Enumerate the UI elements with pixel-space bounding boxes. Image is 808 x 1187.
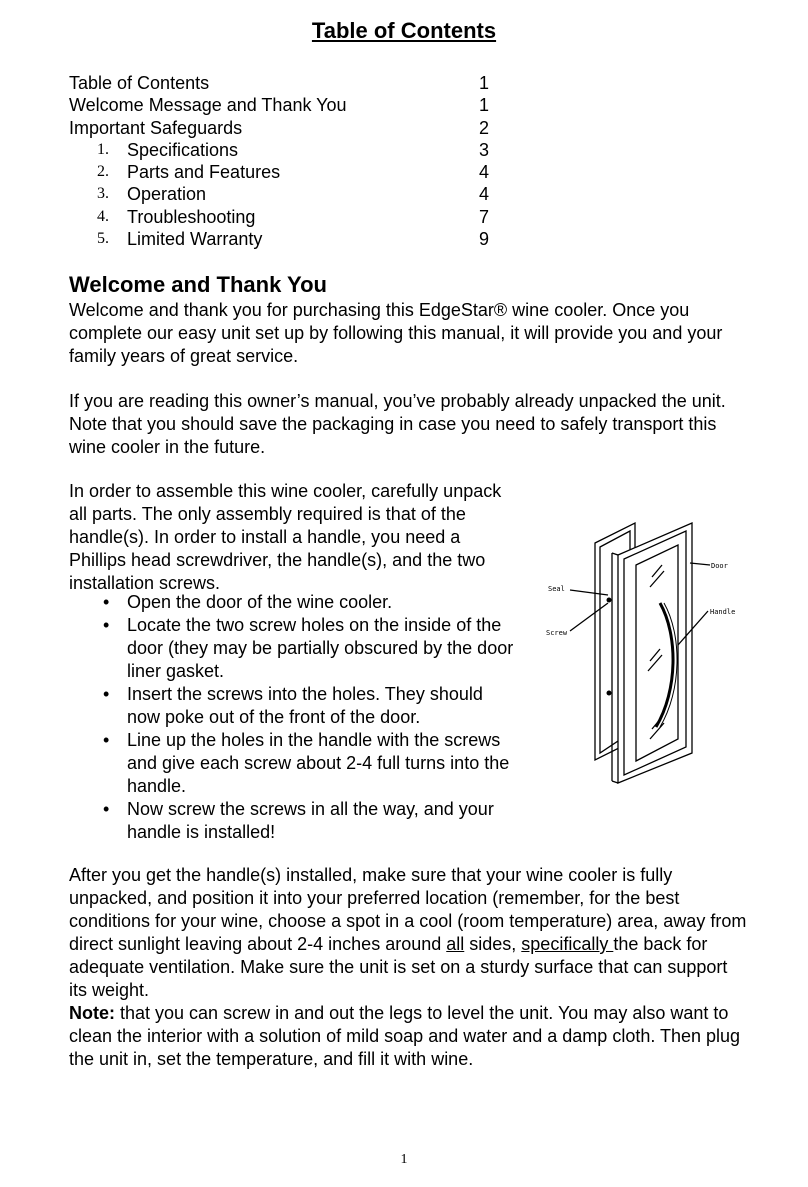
bullet-icon: • [103, 799, 110, 819]
toc-page: 3 [478, 139, 489, 160]
placement-text: the back for adequate ventilation. Make sure the unit is set on a sturdy surface that can support its weight. [69, 934, 728, 1000]
step-text: Locate the two screw holes on the inside of the door (they may be partially obscured by the door liner gasket. [127, 615, 514, 681]
assembly-steps [69, 591, 519, 844]
placement-text: After you get the handle(s) installed, make sure that your wine cooler is fully unpacked, and position it into your preferred location (remember, for the best conditions for your wine, choose a spot in a cool (room temperature) area, away from direct sunlight leaving about 2-4 inches around [69, 865, 747, 954]
toc-row [69, 72, 499, 94]
toc-number: 4. [97, 207, 109, 225]
toc-number: 1. [97, 140, 109, 158]
toc-label: Table of Contents [69, 73, 210, 93]
list-item [69, 798, 519, 844]
toc-row [69, 139, 499, 161]
bullet-icon: • [103, 615, 110, 635]
step-text: Insert the screws into the holes. They should now poke out of the front of the door. [127, 684, 483, 727]
toc-label: Troubleshooting [127, 206, 256, 227]
section-heading: Welcome and Thank You [69, 272, 327, 297]
toc-label: Parts and Features [127, 162, 281, 183]
figure-label-screw: Screw [546, 629, 568, 637]
toc-row [69, 228, 499, 250]
note-label: Note: [69, 1003, 115, 1023]
bullet-icon: • [103, 592, 110, 612]
toc-list [69, 72, 499, 250]
figure-label-handle: Handle [710, 608, 736, 616]
underlined-text: specifically [521, 934, 614, 954]
placement-paragraph [69, 864, 749, 1071]
step-text: Open the door of the wine cooler. [127, 592, 393, 612]
unpack-paragraph: If you are reading this owner’s manual, you’ve probably already unpacked the unit. Note that you should save the packaging in case you need to safely transport this wine cooler in the future. [69, 391, 726, 457]
assembly-paragraph: In order to assemble this wine cooler, carefully unpack all parts. The only assembly required is that of the handle(s). In order to install a handle, you need a Phillips head screwdriver, the handle(s), and the two installation screws. [69, 481, 502, 593]
page-title: Table of Contents [311, 18, 497, 43]
toc-number: 5. [97, 230, 109, 248]
figure-label-door: Door [711, 562, 728, 570]
toc-label: Welcome Message and Thank You [69, 95, 347, 116]
figure-label-seal: Seal [548, 585, 565, 593]
toc-row [69, 183, 499, 205]
bullet-icon: • [103, 684, 110, 704]
toc-label: Important Safeguards [69, 117, 243, 138]
toc-page: 7 [478, 206, 489, 227]
list-item [69, 614, 519, 683]
underlined-text: all [446, 934, 465, 954]
toc-page: 9 [478, 229, 489, 250]
toc-page: 4 [478, 162, 489, 183]
toc-row [69, 117, 499, 139]
placement-text: sides, [464, 934, 522, 954]
list-item [69, 591, 519, 614]
toc-row [69, 161, 499, 183]
step-text: Line up the holes in the handle with the screws and give each screw about 2-4 full turns into the handle. [127, 730, 510, 796]
note-text: that you can screw in and out the legs to level the unit. You may also want to clean the interior with a solution of mild soap and water and a damp cloth. Then plug the unit in, set the temperature, and fill it with wine. [69, 1003, 741, 1069]
toc-row [69, 94, 499, 116]
step-text: Now screw the screws in all the way, and your handle is installed! [127, 799, 494, 842]
door-handle-diagram [540, 515, 740, 785]
toc-label: Limited Warranty [127, 229, 263, 250]
list-item [69, 683, 519, 729]
toc-number: 2. [97, 163, 109, 181]
welcome-paragraph: Welcome and thank you for purchasing this EdgeStar® wine cooler. Once you complete our easy unit set up by following this manual, it will provide you and your family years of great service. [69, 300, 723, 366]
bullet-icon: • [103, 730, 110, 750]
toc-page: 1 [478, 95, 489, 116]
toc-number: 3. [97, 185, 109, 203]
toc-page: 1 [478, 73, 489, 93]
toc-label: Specifications [127, 139, 239, 160]
toc-label: Operation [127, 184, 207, 205]
toc-row [69, 206, 499, 228]
toc-page: 2 [478, 117, 489, 138]
toc-page: 4 [478, 184, 489, 205]
list-item [69, 729, 519, 798]
page-number: 1 [400, 1152, 408, 1167]
